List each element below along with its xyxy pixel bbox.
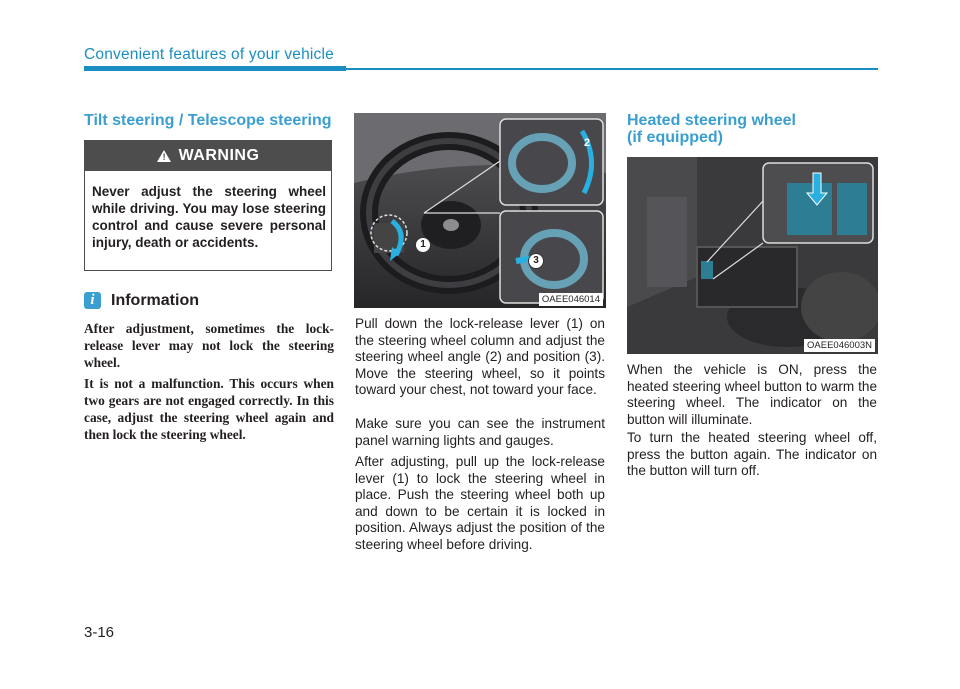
heated-wheel-heading-line1: Heated steering wheel <box>627 112 796 129</box>
information-paragraph-1: After adjustment, sometimes the lock-release lever may not lock the steering wheel. <box>84 321 334 370</box>
callout-3: 3 <box>528 253 544 269</box>
callout-2: 2 <box>584 137 591 149</box>
steering-adjust-illustration <box>354 113 606 308</box>
warning-header <box>85 141 331 171</box>
warning-box <box>84 140 332 271</box>
warning-label: WARNING <box>178 147 260 164</box>
middle-paragraph-3: After adjusting, pull up the lock-release lever (1) to lock the steering wheel in place. Push the steering wheel both up and down to be certain it is locked in position. Always adjust the position of the steering wheel before driving. <box>355 454 605 552</box>
middle-paragraph-2: Make sure you can see the instrument panel warning lights and gauges. <box>355 416 605 448</box>
information-paragraph-2: It is not a malfunction. This occurs when two gears are not engaged correctly. In this case, adjust the steering wheel again and then lock the steering wheel. <box>84 376 334 442</box>
middle-paragraph-1: Pull down the lock-release lever (1) on the steering wheel column and adjust the steering wheel angle (2) and position (3). Move the steering wheel, so it points toward your chest, not toward your face. <box>355 316 605 398</box>
right-paragraph-2: To turn the heated steering wheel off, press the button again. The indicator on the button will turn off. <box>627 430 877 479</box>
section-rule-thin <box>346 68 878 70</box>
heated-wheel-illustration <box>627 157 878 354</box>
warning-triangle-icon: ! <box>157 150 171 162</box>
page-number: 3-16 <box>84 624 115 641</box>
warning-text: Never adjust the steering wheel while driving. You may lose steering control and cause severe personal injury, death or accidents. <box>92 184 326 250</box>
tilt-telescope-heading: Tilt steering / Telescope steering <box>84 112 332 129</box>
callout-1: 1 <box>415 237 431 253</box>
information-icon: i <box>84 292 101 309</box>
section-title: Convenient features of your vehicle <box>84 46 334 63</box>
heated-wheel-heading <box>627 112 796 146</box>
information-title: Information <box>111 292 199 309</box>
right-paragraph-1: When the vehicle is ON, press the heated steering wheel button to warm the steering wheel. The indicator on the button will illuminate. <box>627 362 877 427</box>
figure-code: OAEE046003N <box>804 339 875 352</box>
heated-wheel-heading-line2: (if equipped) <box>627 129 723 146</box>
figure-code: OAEE046014 <box>539 293 603 306</box>
section-rule <box>84 66 346 71</box>
steering-adjust-figure <box>354 113 606 308</box>
heated-wheel-figure <box>627 157 878 354</box>
